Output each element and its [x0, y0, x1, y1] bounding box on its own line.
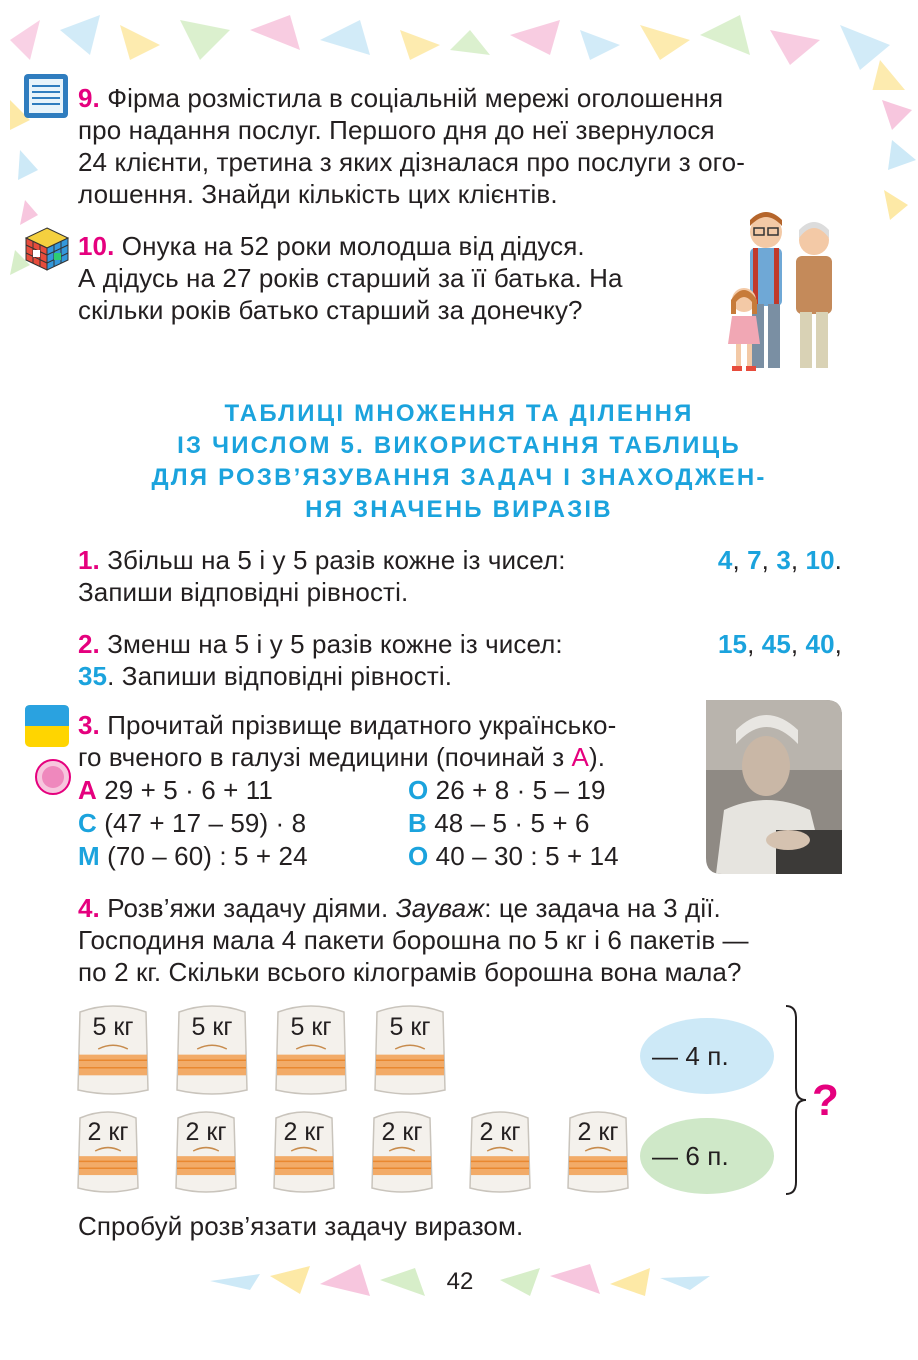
flour-bag	[175, 1002, 249, 1096]
bags-row-5kg	[76, 1002, 476, 1098]
number-value: 40	[805, 629, 835, 659]
flour-bag-label: 2 кг	[283, 1118, 325, 1147]
exercise-text: : це задача на 3 дії.	[484, 893, 721, 923]
curly-brace	[782, 1004, 808, 1196]
start-letter: А	[571, 742, 589, 772]
exercise-4-line-1	[78, 892, 842, 924]
expression: 26 + 8 · 5 – 19	[435, 775, 606, 805]
exercise-2	[78, 628, 842, 692]
flour-bag-label: 2 кг	[577, 1118, 619, 1147]
question-mark: ?	[812, 1076, 839, 1125]
flour-bag	[373, 1002, 447, 1096]
exercise-text: Збільш на 5 і у 5 разів кожне із чисел:	[107, 545, 566, 575]
expression-row	[78, 774, 698, 807]
flour-bag	[566, 1108, 630, 1194]
flour-bag	[468, 1108, 532, 1194]
exercise-text: Зменш на 5 і у 5 разів кожне із чисел:	[107, 629, 563, 659]
expression-letter: О	[408, 775, 429, 805]
number-value: 15	[717, 629, 748, 659]
flour-bag-label: 2 кг	[479, 1118, 521, 1147]
pink-circle-icon	[34, 758, 72, 796]
expression: (70 – 60) : 5 + 24	[107, 841, 308, 871]
expression: (47 + 17 – 59) · 8	[104, 808, 307, 838]
section-title-line-4: НЯ ЗНАЧЕНЬ ВИРАЗІВ	[305, 496, 613, 523]
expression-letter: А	[78, 775, 97, 805]
page-number: 42	[446, 1268, 474, 1295]
exercise-3-line-2	[78, 741, 698, 773]
number-value: 45	[761, 629, 791, 659]
expression-row	[78, 807, 698, 840]
exercise-2-line-1: 2. Зменш на 5 і у 5 разів кожне із чисел: 15, 45, 40,	[78, 629, 842, 659]
flour-bag-label: 2 кг	[87, 1118, 129, 1147]
task-9-line-1	[78, 82, 842, 114]
exercise-text-end: ).	[589, 742, 606, 772]
exercise-2-line-2	[78, 660, 842, 692]
section-title-line-3: ДЛЯ РОЗВ’ЯЗУВАННЯ ЗАДАЧ І ЗНАХОДЖЕН-	[151, 464, 767, 491]
rubiks-cube-icon	[24, 226, 70, 272]
task-10	[78, 230, 702, 326]
exercise-3	[78, 709, 698, 773]
task-number: 10.	[78, 231, 115, 261]
exercise-4	[78, 892, 842, 988]
ellipse-2kg-label: — 6 п.	[652, 1141, 729, 1171]
flour-bag	[272, 1108, 336, 1194]
number-value: 10	[805, 545, 835, 575]
exercise-4-footer: Спробуй розв’язати задачу виразом.	[78, 1211, 524, 1241]
flour-bag	[76, 1002, 150, 1096]
flour-bag	[274, 1002, 348, 1096]
task-9-line-4: лошення. Знайди кількість цих клієнтів.	[78, 179, 558, 209]
right-side-decoration	[872, 90, 918, 230]
section-title-line-2: ІЗ ЧИСЛОМ 5. ВИКОРИСТАННЯ ТАБЛИЦЬ	[177, 432, 741, 459]
number-value: 4	[717, 545, 733, 575]
flour-bag	[174, 1108, 238, 1194]
exercise-number: 2.	[78, 629, 100, 659]
scientist-photo	[706, 700, 842, 874]
ukraine-flag-icon	[24, 704, 70, 748]
expression: 40 – 30 : 5 + 14	[435, 841, 619, 871]
section-title-line-1: ТАБЛИЦІ МНОЖЕННЯ ТА ДІЛЕННЯ	[224, 400, 694, 427]
family-illustration	[716, 204, 846, 376]
expression: 48 – 5 · 5 + 6	[434, 808, 590, 838]
exercise-3-line-1	[78, 709, 698, 741]
task-9-line-3: 24 клієнти, третина з яких дізналася про послуги з ого-	[78, 147, 745, 177]
number-value: 3	[776, 545, 791, 575]
flour-bag	[76, 1108, 140, 1194]
exercise-1	[78, 544, 842, 608]
flour-bag-label: 2 кг	[185, 1118, 227, 1147]
flour-bag-label: 5 кг	[389, 1013, 431, 1042]
expression-letter: О	[408, 841, 429, 871]
flour-bag-label: 5 кг	[290, 1013, 332, 1042]
number-value: 35	[78, 661, 108, 691]
expression-letter: С	[78, 808, 97, 838]
task-9	[78, 82, 842, 210]
exercise-text: Прочитай прізвище видатного українсько-	[107, 710, 617, 740]
task-number: 9.	[78, 83, 100, 113]
exercise-text: го вченого в галузі медицини (починай з	[78, 742, 572, 772]
exercise-text: . Запиши відповідні рівності.	[107, 661, 453, 691]
task-10-line-1	[78, 230, 702, 262]
left-side-decoration	[0, 90, 40, 310]
flour-bag	[370, 1108, 434, 1194]
task-10-line-2: А дідусь на 27 років старший за її батька. На	[78, 263, 623, 293]
exercise-1-line-2: Запиши відповідні рівності.	[78, 577, 409, 607]
section-title	[60, 398, 858, 526]
note-word: Зауваж	[395, 893, 485, 923]
exercise-number: 4.	[78, 893, 100, 923]
expressions-table	[78, 774, 698, 873]
notebook-icon	[22, 72, 70, 120]
expression-row	[78, 840, 698, 873]
task-text: Онука на 52 роки молодша від дідуся.	[121, 231, 585, 261]
flour-bag-label: 5 кг	[191, 1013, 233, 1042]
expression: 29 + 5 · 6 + 11	[104, 775, 273, 805]
expression-letter: В	[408, 808, 427, 838]
exercise-4-line-3: по 2 кг. Скільки всього кілограмів борошна вона мала?	[78, 957, 742, 987]
bags-row-2kg	[76, 1108, 636, 1196]
ellipse-5kg-label: — 4 п.	[652, 1041, 729, 1071]
top-decoration	[0, 0, 918, 90]
exercise-number: 3.	[78, 710, 100, 740]
exercise-1-line-1: 1. Збільш на 5 і у 5 разів кожне із чисел: 4, 7, 3, 10.	[78, 545, 842, 575]
exercise-text: Розв’яжи задачу діями.	[107, 893, 396, 923]
task-9-line-2: про надання послуг. Першого дня до неї звернулося	[78, 115, 715, 145]
exercise-number: 1.	[78, 545, 100, 575]
flour-bag-label: 2 кг	[381, 1118, 423, 1147]
number-value: 7	[747, 545, 762, 575]
expression-letter: М	[78, 841, 100, 871]
exercise-4-line-2: Господиня мала 4 пакети борошна по 5 кг і 6 пакетів —	[78, 925, 749, 955]
flour-bag-label: 5 кг	[92, 1013, 134, 1042]
task-10-line-3: скільки років батько старший за донечку?	[78, 295, 583, 325]
task-text: Фірма розмістила в соціальній мережі оголошення	[107, 83, 724, 113]
